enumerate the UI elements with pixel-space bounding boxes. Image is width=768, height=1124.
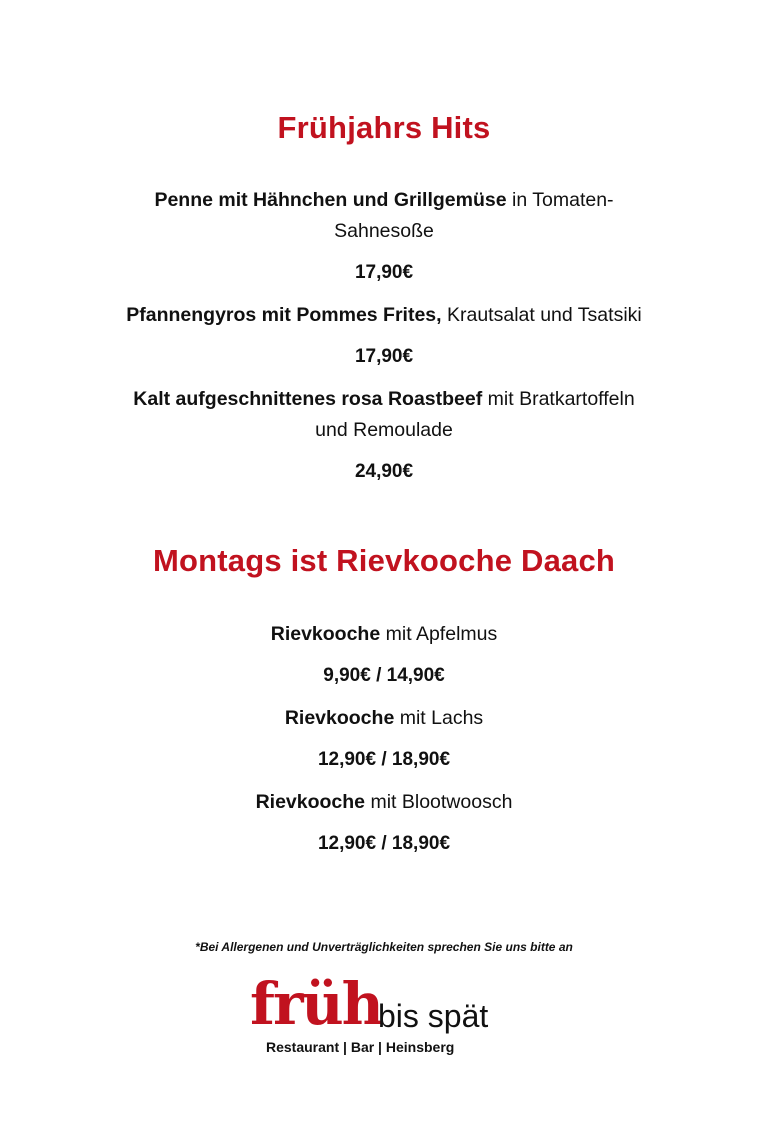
- restaurant-logo: [250, 972, 520, 1064]
- menu-item-price: 17,90€: [354, 346, 414, 367]
- menu-item-price: 24,90€: [354, 461, 414, 482]
- section-title-spring: Frühjahrs Hits: [277, 110, 491, 145]
- item-description: mit Lachs: [394, 707, 484, 729]
- item-description: mit Apfelmus: [380, 623, 498, 645]
- item-name: Rievkooche: [255, 791, 366, 813]
- menu-item-roastbeef: [60, 383, 708, 416]
- item-name: Kalt aufgeschnittenes rosa Roastbeef: [133, 388, 483, 410]
- item-name: Rievkooche: [284, 707, 395, 729]
- item-description: und Remoulade: [315, 419, 453, 441]
- menu-item-price: 12,90€ / 18,90€: [317, 833, 451, 854]
- menu-item-price: 9,90€ / 14,90€: [323, 665, 445, 686]
- item-description: mit Blootwoosch: [365, 791, 513, 813]
- menu-item-penne-cont: [60, 215, 708, 248]
- logo-subtitle: Restaurant | Bar | Heinsberg: [266, 1039, 455, 1055]
- menu-item-penne: [60, 184, 708, 217]
- logo-tagline: bis spät: [378, 998, 489, 1034]
- item-name: Pfannengyros mit Pommes Frites,: [126, 304, 442, 326]
- menu-item-rievkooche-lachs: [60, 702, 708, 735]
- item-name: Penne mit Hähnchen und Grillgemüse: [154, 189, 507, 211]
- item-description: Sahnesoße: [334, 220, 434, 242]
- item-description: Krautsalat und Tsatsiki: [441, 304, 642, 326]
- item-name: Rievkooche: [270, 623, 381, 645]
- item-description: mit Bratkartoffeln: [482, 388, 635, 410]
- section-title-monday: Montags ist Rievkooche Daach: [152, 543, 616, 578]
- logo-main-text: früh: [250, 970, 382, 1038]
- menu-item-roastbeef-cont: [60, 414, 708, 447]
- menu-item-price: 17,90€: [354, 262, 414, 283]
- menu-item-rievkooche-blootwoosch: [60, 786, 708, 819]
- menu-item-gyros: [60, 299, 708, 332]
- menu-item-price: 12,90€ / 18,90€: [317, 749, 451, 770]
- allergen-note: *Bei Allergenen und Unverträglichkeiten sprechen Sie uns bitte an: [195, 940, 573, 954]
- menu-item-rievkooche-apfelmus: [60, 618, 708, 651]
- item-description: in Tomaten-: [506, 189, 614, 211]
